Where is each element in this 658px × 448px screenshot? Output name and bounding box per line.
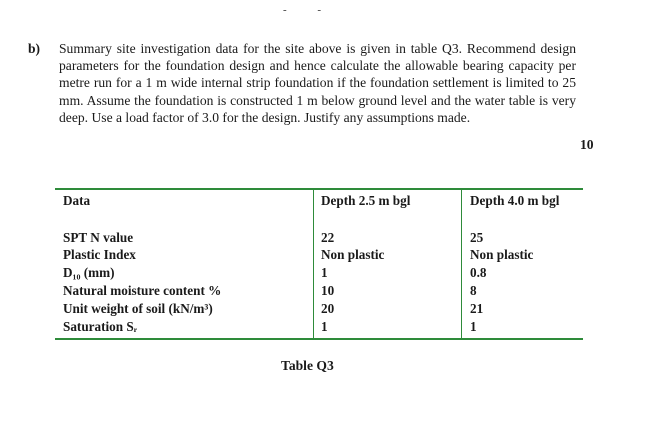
page-top-marks: - -	[283, 4, 336, 16]
row-value-2-5: 20	[321, 301, 335, 316]
row-value-4-0: Non plastic	[470, 247, 534, 262]
table-row	[55, 319, 583, 336]
table-row	[55, 301, 583, 318]
row-label: Plastic Index	[63, 247, 136, 262]
row-value-2-5: 1	[321, 265, 328, 280]
row-label: Saturation Sᵣ	[63, 319, 138, 334]
table-row	[55, 230, 583, 247]
header-depth-2-5: Depth 2.5 m bgl	[321, 193, 411, 208]
row-value-2-5: 22	[321, 230, 335, 245]
row-value-2-5: 10	[321, 283, 335, 298]
row-value-4-0: 25	[470, 230, 484, 245]
table-row	[55, 247, 583, 264]
header-data: Data	[63, 193, 91, 208]
row-label: Unit weight of soil (kN/m³)	[63, 301, 213, 316]
table-caption: Table Q3	[281, 358, 334, 373]
row-value-4-0: 8	[470, 283, 477, 298]
table-top-rule	[55, 188, 583, 190]
table-bottom-rule	[55, 338, 583, 340]
question-marks: 10	[580, 137, 594, 152]
table-row	[55, 283, 583, 300]
question-label: b)	[28, 41, 41, 56]
question-text: Summary site investigation data for the site above is given in table Q3. Recommend design parameters for the foundation design and hence calculate the allowable bearing capacity per metre run for a 1 m wide internal strip foundation if the foundation settlement is limited to 25 mm. Assume the foundation is constructed 1 m below ground level and the water table is very deep. Use a load factor of 3.0 for the design. Justify any assumptions made.	[59, 41, 576, 125]
row-label: SPT N value	[63, 230, 134, 245]
row-value-4-0: 21	[470, 301, 484, 316]
row-value-2-5: Non plastic	[321, 247, 385, 262]
table-row	[55, 265, 583, 282]
header-depth-4-0: Depth 4.0 m bgl	[470, 193, 560, 208]
row-label: D₁₀ (mm)	[63, 265, 115, 280]
row-value-4-0: 1	[470, 319, 477, 334]
row-label: Natural moisture content %	[63, 283, 222, 298]
row-value-2-5: 1	[321, 319, 328, 334]
row-value-4-0: 0.8	[470, 265, 487, 280]
